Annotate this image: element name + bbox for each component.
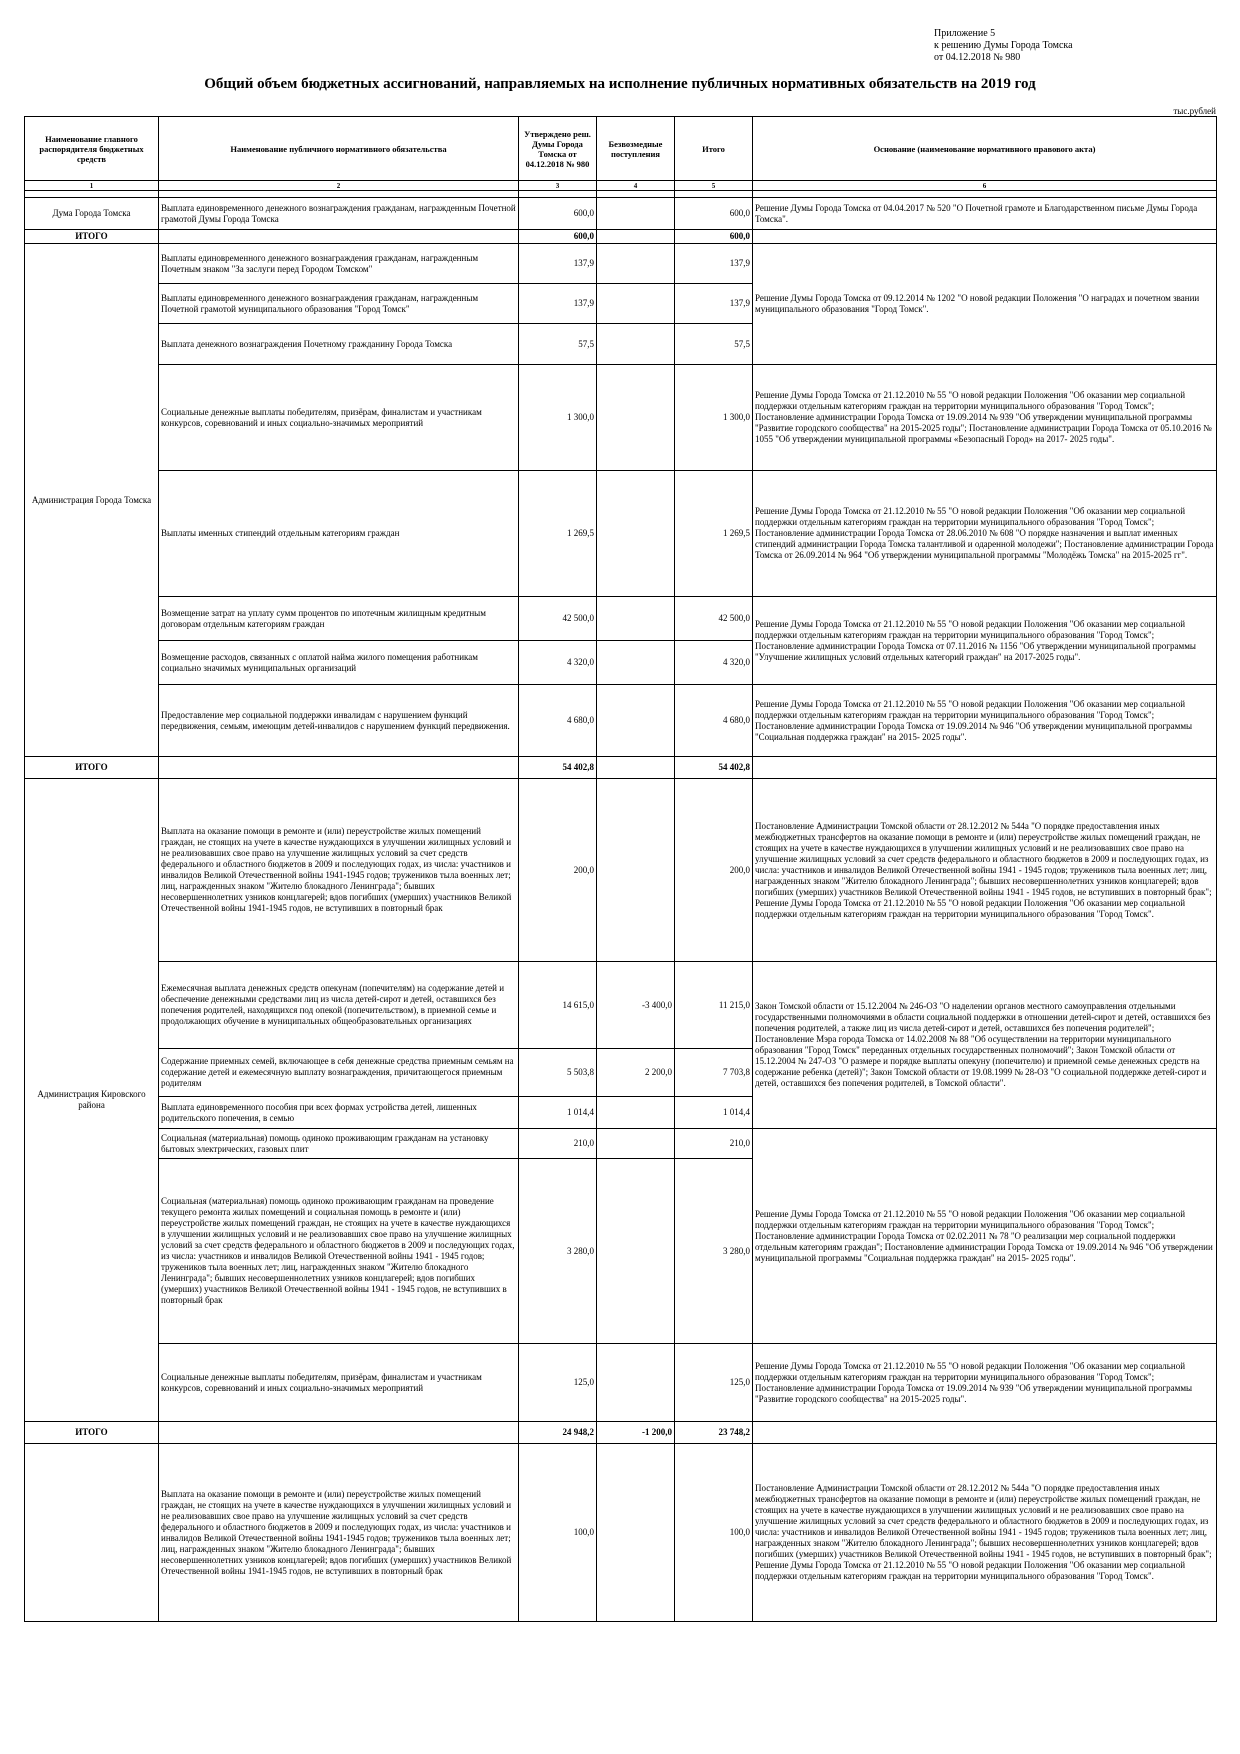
grant-cell (597, 641, 675, 685)
obligation-cell: Выплаты единовременного денежного вознаграждения гражданам, награжденным Почетным знаком "За заслуги перед Городом Томском" (159, 244, 519, 284)
total-basis-empty (753, 230, 1217, 244)
obligation-cell: Социальные денежные выплаты победителям, призёрам, финалистам и участникам конкурсов, соревнований и иных социально-значимых мероприятий (159, 365, 519, 471)
column-number: 5 (675, 181, 753, 191)
obligation-cell: Выплаты единовременного денежного вознаграждения гражданам, награжденным Почетной грамотой муниципального образования "Город Томск" (159, 284, 519, 324)
appendix-line: к решению Думы Города Томска (934, 40, 1073, 51)
total-label: ИТОГО (25, 230, 159, 244)
column-number: 1 (25, 181, 159, 191)
grant-cell: -3 400,0 (597, 962, 675, 1049)
basis-cell: Закон Томской области от 15.12.2004 № 246-ОЗ "О наделении органов местного самоуправления отдельными государственными полномочиями в области социальной поддержки в отношении детей-сирот и детей, оставшихся без попечения родителей, а также лиц из числа детей-сирот и детей, оставшихся без попечения родителей"; Постановление Мэра города Томска от 14.02.2008 № 88 "Об осуществлении на территории муниципального образования "Город Томск" переданных отдельных государственных полномочий"; Закон Томской области от 15.12.2004 № 247-ОЗ "О размере и порядке выплаты опекуну (попечителю) и приемной семье денежных средств на содержание ребенка (детей)"; Закон Томской области от 19.08.1999 № 28-ОЗ "О социальной поддержке детей-сирот и детей, оставшихся без попечения родителей, в Томской области". (753, 962, 1217, 1129)
appendix-line: Приложение 5 (934, 28, 996, 39)
grant-cell (597, 597, 675, 641)
total-approved: 24 948,2 (519, 1422, 597, 1444)
approved-cell: 125,0 (519, 1344, 597, 1422)
table-row (25, 198, 1217, 230)
column-number: 4 (597, 181, 675, 191)
obligation-cell: Возмещение затрат на уплату сумм процентов по ипотечным жилищным кредитным договорам отдельным категориям граждан (159, 597, 519, 641)
approved-cell: 1 269,5 (519, 471, 597, 597)
total-cell: 210,0 (675, 1129, 753, 1159)
header-basis: Основание (наименование нормативного правового акта) (753, 117, 1217, 181)
approved-cell: 100,0 (519, 1444, 597, 1622)
table-row (25, 471, 1217, 597)
total-grant (597, 230, 675, 244)
grant-cell (597, 471, 675, 597)
table-row (25, 685, 1217, 757)
distributor-admin: Администрация Города Томска (25, 244, 159, 757)
header-grants: Безвозмедные поступления (597, 117, 675, 181)
units-label: тыс.рублей (1173, 106, 1216, 116)
approved-cell: 200,0 (519, 779, 597, 962)
approved-cell: 4 320,0 (519, 641, 597, 685)
approved-cell: 600,0 (519, 198, 597, 230)
distributor-next (25, 1444, 159, 1622)
table-row (25, 1444, 1217, 1622)
obligation-cell: Выплаты именных стипендий отдельным категориям граждан (159, 471, 519, 597)
total-cell: 3 280,0 (675, 1159, 753, 1344)
appendix-line: от 04.12.2018 № 980 (934, 52, 1021, 63)
approved-cell: 57,5 (519, 324, 597, 365)
header-distributor: Наименование главного распорядителя бюджетных средств (25, 117, 159, 181)
obligation-cell: Предоставление мер социальной поддержки инвалидам с нарушением функций передвижения, семьям, имеющим детей-инвалидов с нарушением функций передвижения. (159, 685, 519, 757)
total-row (25, 757, 1217, 779)
grant-cell (597, 365, 675, 471)
total-cell: 600,0 (675, 198, 753, 230)
total-sum: 23 748,2 (675, 1422, 753, 1444)
grant-cell (597, 1444, 675, 1622)
total-cell: 42 500,0 (675, 597, 753, 641)
approved-cell: 4 680,0 (519, 685, 597, 757)
grant-cell (597, 1159, 675, 1344)
header-row (25, 117, 1217, 181)
table-row (25, 779, 1217, 962)
basis-cell: Решение Думы Города Томска от 04.04.2017 № 520 "О Почетной грамоте и Благодарственном письме Думы Города Томска". (753, 198, 1217, 230)
approved-cell: 1 014,4 (519, 1097, 597, 1129)
table-row (25, 1344, 1217, 1422)
obligation-cell: Ежемесячная выплата денежных средств опекунам (попечителям) на содержание детей и обеспечение денежными средствами лиц из числа детей-сирот и детей, оставшихся без попечения родителей, находящихся под опекой (попечительством), в приемной семье и продолжающих обучение в муниципальных общеобразовательных организациях (159, 962, 519, 1049)
appendix-block (934, 28, 1073, 64)
distributor-kirov: Администрация Кировского района (25, 779, 159, 1422)
column-number-row (25, 181, 1217, 191)
total-label: ИТОГО (25, 757, 159, 779)
total-label: ИТОГО (25, 1422, 159, 1444)
header-approved: Утверждено реш. Думы Города Томска от 04.12.2018 № 980 (519, 117, 597, 181)
total-cell: 100,0 (675, 1444, 753, 1622)
grant-cell (597, 1129, 675, 1159)
total-cell: 4 320,0 (675, 641, 753, 685)
total-row (25, 230, 1217, 244)
total-row (25, 1422, 1217, 1444)
obligation-cell: Выплата единовременного денежного вознаграждения гражданам, награжденным Почетной грамотой Думы Города Томска (159, 198, 519, 230)
total-cell: 4 680,0 (675, 685, 753, 757)
approved-cell: 137,9 (519, 244, 597, 284)
basis-cell: Постановление Администрации Томской области от 28.12.2012 № 544а "О порядке предоставления иных межбюджетных трансфертов на оказание помощи в ремонте и (или) переустройстве жилых помещений граждан, не стоящих на учете в качестве нуждающихся в улучшении жилищных условий и не реализовавших свое право на улучшение жилищных условий за счет средств федерального и областного бюджетов в 2009 и последующих годах, из числа: участников и инвалидов Великой Отечественной войны 1941 - 1945 годов; тружеников тыла военных лет; лиц, награжденных знаком "Жителю блокадного Ленинграда"; бывших несовершеннолетних узников концлагерей; вдов погибших (умерших) участников Великой Отечественной войны 1941 - 1945 годов, не вступивших в повторный брак"; Решение Думы Города Томска от 21.12.2010 № 55 "О новой редакции Положения "Об оказании мер социальной поддержки отдельным категориям граждан на территории муниципального образования "Город Томск". (753, 1444, 1217, 1622)
grant-cell (597, 324, 675, 365)
document-title: Общий объем бюджетных ассигнований, направляемых на исполнение публичных нормативных обязательств на 2019 год (204, 76, 1036, 92)
approved-cell: 5 503,8 (519, 1049, 597, 1097)
budget-table (24, 116, 1217, 1622)
obligation-cell: Социальные денежные выплаты победителям, призёрам, финалистам и участникам конкурсов, соревнований и иных социально-значимых мероприятий (159, 1344, 519, 1422)
obligation-cell: Возмещение расходов, связанных с оплатой найма жилого помещения работникам социально значимых муниципальных организаций (159, 641, 519, 685)
approved-cell: 42 500,0 (519, 597, 597, 641)
total-basis-empty (753, 757, 1217, 779)
table-row (25, 365, 1217, 471)
grant-cell (597, 1097, 675, 1129)
basis-cell: Решение Думы Города Томска от 09.12.2014 № 1202 "О новой редакции Положения "О наградах и почетном звании муниципального образования "Город Томск". (753, 244, 1217, 365)
column-number: 2 (159, 181, 519, 191)
total-cell: 11 215,0 (675, 962, 753, 1049)
total-empty (159, 230, 519, 244)
total-cell: 1 014,4 (675, 1097, 753, 1129)
obligation-cell: Выплата денежного вознаграждения Почетному гражданину Города Томска (159, 324, 519, 365)
table-row (25, 962, 1217, 1049)
header-obligation: Наименование публичного нормативного обязательства (159, 117, 519, 181)
basis-cell: Решение Думы Города Томска от 21.12.2010 № 55 "О новой редакции Положения "Об оказании мер социальной поддержки отдельным категориям граждан на территории муниципального образования "Город Томск"; Постановление администрации Города Томска от 28.06.2010 № 608 "О порядке назначения и выплат именных стипендий администрации Города Томска талантливой и одаренной молодежи"; Постановление администрации Города Томска от 26.09.2014 № 964 "Об утверждении муниципальной программы "Молодёжь Томска" на 2015-2025 гг". (753, 471, 1217, 597)
grant-cell (597, 685, 675, 757)
approved-cell: 14 615,0 (519, 962, 597, 1049)
total-approved: 54 402,8 (519, 757, 597, 779)
total-cell: 200,0 (675, 779, 753, 962)
basis-cell: Решение Думы Города Томска от 21.12.2010 № 55 "О новой редакции Положения "Об оказании мер социальной поддержки отдельным категориям граждан на территории муниципального образования "Город Томск"; Постановление администрации Города Томска от 19.09.2014 № 946 "Об утверждении муниципальной программы "Социальная поддержка граждан" на 2015- 2025 годы". (753, 685, 1217, 757)
table-row (25, 1129, 1217, 1159)
total-sum: 54 402,8 (675, 757, 753, 779)
approved-cell: 137,9 (519, 284, 597, 324)
grant-cell: 2 200,0 (597, 1049, 675, 1097)
total-grant (597, 757, 675, 779)
approved-cell: 3 280,0 (519, 1159, 597, 1344)
total-cell: 7 703,8 (675, 1049, 753, 1097)
header-total: Итого (675, 117, 753, 181)
column-number: 3 (519, 181, 597, 191)
total-cell: 1 300,0 (675, 365, 753, 471)
total-cell: 137,9 (675, 244, 753, 284)
total-sum: 600,0 (675, 230, 753, 244)
table-row (25, 597, 1217, 641)
total-basis-empty (753, 1422, 1217, 1444)
total-approved: 600,0 (519, 230, 597, 244)
basis-cell: Решение Думы Города Томска от 21.12.2010 № 55 "О новой редакции Положения "Об оказании мер социальной поддержки отдельным категориям граждан на территории муниципального образования "Город Томск"; Постановление администрации Города Томска от 02.02.2011 № 78 "О реализации мер социальной поддержки отдельным категориям граждан"; Постановление администрации Города Томска от 19.09.2014 № 946 "Об утверждении муниципальной программы "Социальная поддержка граждан" на 2015- 2025 годы". (753, 1129, 1217, 1344)
basis-cell: Решение Думы Города Томска от 21.12.2010 № 55 "О новой редакции Положения "Об оказании мер социальной поддержки отдельным категориям граждан на территории муниципального образования "Город Томск"; Постановление администрации Города Томска от 19.09.2014 № 939 "Об утверждении муниципальной программы "Развитие городского сообщества" на 2015-2025 годы"; Постановление администрации Города Томска от 05.10.2016 № 1055 "Об утверждении муниципальной программы «Безопасный Город» на 2017- 2025 годы". (753, 365, 1217, 471)
grant-cell (597, 779, 675, 962)
distributor-duma: Дума Города Томска (25, 198, 159, 230)
obligation-cell: Выплата на оказание помощи в ремонте и (или) переустройстве жилых помещений граждан, не стоящих на учете в качестве нуждающихся в улучшении жилищных условий и не реализовавших свое право на улучшение жилищных условий за счет средств федерального и областного бюджетов в 2009 и последующих годах, из числа: участников и инвалидов Великой Отечественной войны 1941-1945 годов; тружеников тыла военных лет; лиц, награжденных знаком "Жителю блокадного Ленинграда"; бывших несовершеннолетних узников концлагерей; вдов погибших (умерших) участников Великой Отечественной войны 1941-1945 годов, не вступивших в повторный брак (159, 1444, 519, 1622)
obligation-cell: Социальная (материальная) помощь одиноко проживающим гражданам на проведение текущего ремонта жилых помещений и социальная помощь в ремонте и (или) переустройстве жилых помещений граждан, не стоящих на учете в качестве нуждающихся в улучшении жилищных условий и не реализовавших свое право на улучшение жилищных условий за счет средств федерального и областного бюджетов в 2009 и последующих годах, из числа: участников и инвалидов Великой Отечественной войны 1941 - 1945 годов; тружеников тыла военных лет; лиц, награжденных знаком "Жителю блокадного Ленинграда"; бывших несовершеннолетних узников концлагерей; вдов погибших (умерших) участников Великой Отечественной войны 1941 - 1945 годов, не вступивших в повторный брак (159, 1159, 519, 1344)
obligation-cell: Выплата на оказание помощи в ремонте и (или) переустройстве жилых помещений граждан, не стоящих на учете в качестве нуждающихся в улучшении жилищных условий и не реализовавших свое право на улучшение жилищных условий за счет средств федерального и областного бюджетов в 2009 и последующих годах, из числа: участников и инвалидов Великой Отечественной войны 1941-1945 годов; тружеников тыла военных лет; лиц, награжденных знаком "Жителю блокадного Ленинграда"; бывших несовершеннолетних узников концлагерей; вдов погибших (умерших) участников Великой Отечественной войны 1941-1945 годов, не вступивших в повторный брак (159, 779, 519, 962)
total-empty (159, 1422, 519, 1444)
basis-cell: Решение Думы Города Томска от 21.12.2010 № 55 "О новой редакции Положения "Об оказании мер социальной поддержки отдельным категориям граждан на территории муниципального образования "Город Томск"; Постановление администрации Города Томска от 19.09.2014 № 939 "Об утверждении муниципальной программы "Развитие городского сообщества" на 2015-2025 годы". (753, 1344, 1217, 1422)
total-cell: 57,5 (675, 324, 753, 365)
approved-cell: 210,0 (519, 1129, 597, 1159)
total-grant: -1 200,0 (597, 1422, 675, 1444)
obligation-cell: Социальная (материальная) помощь одиноко проживающим гражданам на установку бытовых электрических, газовых плит (159, 1129, 519, 1159)
total-cell: 1 269,5 (675, 471, 753, 597)
grant-cell (597, 244, 675, 284)
grant-cell (597, 1344, 675, 1422)
basis-cell: Решение Думы Города Томска от 21.12.2010 № 55 "О новой редакции Положения "Об оказании мер социальной поддержки отдельным категориям граждан на территории муниципального образования "Город Томск"; Постановление администрации Города Томска от 07.11.2016 № 1156 "Об утверждении муниципальной программы "Улучшение жилищных условий отдельных категорий граждан" на 2017-2025 годы". (753, 597, 1217, 685)
grant-cell (597, 284, 675, 324)
basis-cell: Постановление Администрации Томской области от 28.12.2012 № 544а "О порядке предоставления иных межбюджетных трансфертов на оказание помощи в ремонте и (или) переустройстве жилых помещений граждан, не стоящих на учете в качестве нуждающихся в улучшении жилищных условий и не реализовавших свое право на улучшение жилищных условий за счет средств федерального и областного бюджетов в 2009 и последующих годах, из числа: участников и инвалидов Великой Отечественной войны 1941 - 1945 годов; тружеников тыла военных лет; лиц, награжденных знаком "Жителю блокадного Ленинграда"; бывших несовершеннолетних узников концлагерей; вдов погибших (умерших) участников Великой Отечественной войны 1941 - 1945 годов, не вступивших в повторный брак"; Решение Думы Города Томска от 21.12.2010 № 55 "О новой редакции Положения "Об оказании мер социальной поддержки отдельным категориям граждан на территории муниципального образования "Город Томск". (753, 779, 1217, 962)
total-empty (159, 757, 519, 779)
obligation-cell: Содержание приемных семей, включающее в себя денежные средства приемным семьям на содержание детей и ежемесячную выплату вознаграждения, причитающегося приемным родителям (159, 1049, 519, 1097)
total-cell: 137,9 (675, 284, 753, 324)
total-cell: 125,0 (675, 1344, 753, 1422)
column-number: 6 (753, 181, 1217, 191)
obligation-cell: Выплата единовременного пособия при всех формах устройства детей, лишенных родительского попечения, в семью (159, 1097, 519, 1129)
approved-cell: 1 300,0 (519, 365, 597, 471)
table-row (25, 244, 1217, 284)
grant-cell (597, 198, 675, 230)
